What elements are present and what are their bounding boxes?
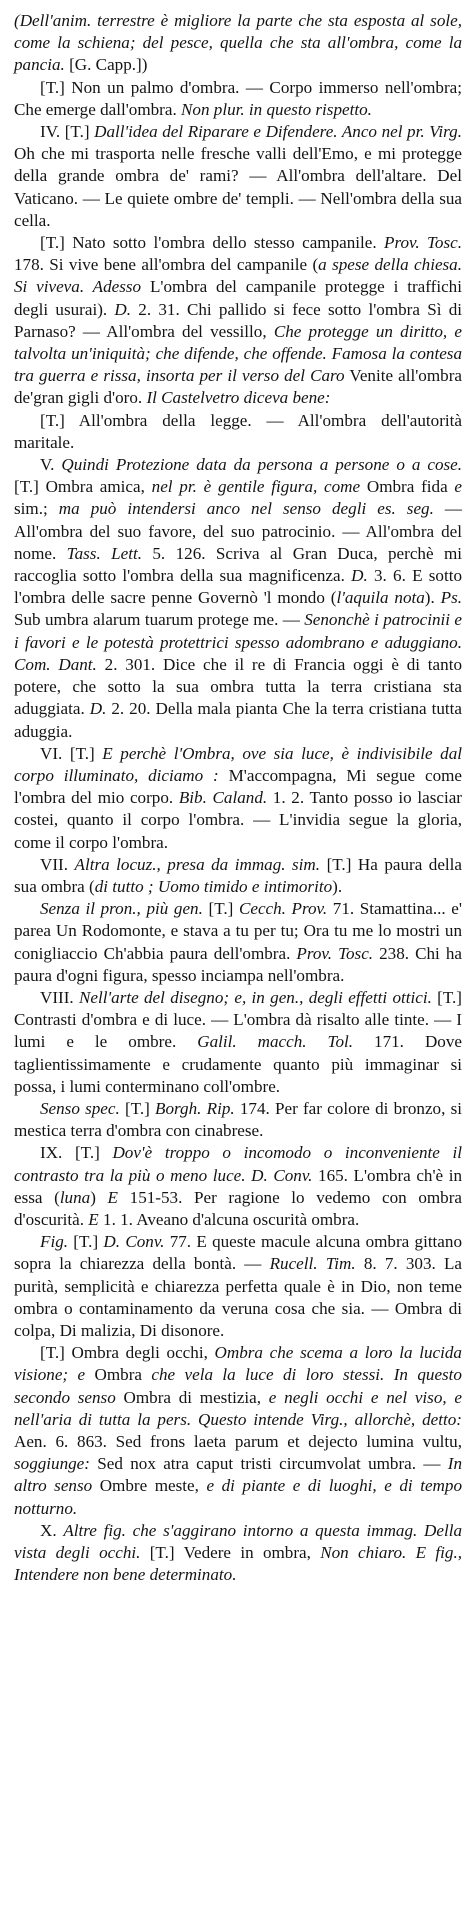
text-run: Tass. Lett.: [66, 543, 142, 563]
text-run: [G. Capp.]): [64, 55, 148, 75]
paragraph: [14, 77, 462, 121]
text-run: Ps.: [440, 588, 462, 608]
text-run: 238. Chi ha paura d'ogni figura, spesso inciampa nell'ombra.: [14, 943, 462, 985]
paragraph: [14, 987, 462, 1098]
text-run: 71. Stamattina... e' parea Un Rodomonte, e stava a tu per tu; Ora tu me lo mostri un conigliaccio Ch'abbia paura dell'ombra.: [14, 899, 462, 963]
text-run: 174. Per far colore di bronzo, si mestica terra d'ombra con cinabrese.: [14, 1098, 462, 1141]
text-run: [T.]: [68, 1232, 104, 1252]
text-run: [T.]: [202, 899, 239, 919]
text-run: Ombra: [85, 1365, 152, 1385]
paragraph: [14, 743, 462, 854]
text-run: Prov. Tosc.: [296, 943, 374, 963]
text-run: ).: [332, 876, 343, 896]
text-run: Bib. Caland.: [178, 788, 268, 808]
text-run: 178. Si vive bene all'ombra del campanile (: [14, 255, 319, 275]
text-run: Sed nox atra caput tristi circumvolat umbra. —: [89, 1454, 448, 1474]
text-run: Il Castelvetro diceva bene:: [146, 388, 331, 408]
text-run: Senonchè i patrocinii e i favori e le potestà protettrici spesso adombrano e aduggiano. Com. Dant.: [14, 610, 462, 674]
text-run: Dov'è troppo o incomodo o inconveniente il contrasto tra la più o meno luce. D. Conv.: [14, 1143, 462, 1185]
text-run: Altre fig. che s'aggirano intorno a questa immag. Della vista degli occhi.: [14, 1520, 462, 1563]
text-run: VII.: [40, 854, 75, 874]
text-run: Senso spec.: [40, 1098, 120, 1118]
text-run: Non plur. in questo rispetto.: [181, 99, 372, 119]
text-run: V.: [40, 455, 62, 475]
text-run: 165. L'ombra ch'è in essa (: [14, 1165, 463, 1207]
text-run: 171. Dove taglientissimamente e crudamente quanto più immaginar si possa, i lumi conterminano coll'ombre.: [14, 1032, 462, 1096]
text-run: Che protegge un diritto, e talvolta un'iniquità; che difende, che offende. Famosa la contesa tra guerra e rissa, insorta per il verso del Caro: [14, 321, 462, 386]
text-run: Ombra che scema a loro la lucida visione; e: [14, 1343, 462, 1385]
paragraph: [14, 121, 462, 232]
text-run: [T.]: [119, 1098, 156, 1118]
text-run: [T.] Vedere in ombra,: [140, 1543, 321, 1563]
text-run: e di piante e di luoghi, e di tempo notturno.: [14, 1476, 462, 1518]
text-run: VI. [T.]: [40, 743, 103, 763]
paragraph: [14, 410, 462, 454]
text-run: Sub umbra alarum tuarum protege me. —: [14, 610, 305, 630]
text-run: luna: [59, 1187, 91, 1207]
text-run: 2. 20. Della mala pianta Che la terra cristiana tutta aduggia.: [14, 699, 463, 741]
text-run: e: [454, 477, 463, 497]
text-run: Quindi Protezione data da persona a persone o a cose.: [61, 455, 463, 475]
text-run: [T.] All'ombra della legge. — All'ombra dell'autorità maritale.: [14, 410, 462, 452]
text-run: X.: [40, 1520, 64, 1540]
text-run: D. Conv.: [103, 1232, 165, 1252]
text-run: Rucell. Tim.: [269, 1254, 356, 1274]
text-run: VIII.: [40, 987, 80, 1007]
paragraph: [14, 898, 462, 987]
text-run: L'ombra del campanile protegge i traffichi degli usurai).: [14, 277, 462, 319]
text-run: [T.] Ombra amica,: [14, 477, 152, 497]
text-run: ).: [424, 588, 441, 608]
paragraph: [14, 1342, 462, 1520]
text-run: Altra locuz., presa da immag. sim.: [74, 854, 321, 874]
text-run: 2. 301. Dice che il re di Francia oggi è di tanto potere, che sotto la sua ombra tutta la terra cristiana sta aduggiata.: [14, 654, 462, 719]
text-run: Senza il pron., più gen.: [40, 899, 203, 919]
text-run: Aen. 6. 863. Sed frons laeta parum et dejecto lumina vultu,: [14, 1432, 462, 1451]
text-run: Prov. Tosc.: [384, 233, 462, 253]
text-run: [T.] Nato sotto l'ombra dello stesso campanile.: [40, 233, 385, 253]
text-run: Dall'idea del Riparare e Difendere. Anco nel pr. Virg.: [94, 122, 462, 142]
paragraph: [14, 454, 462, 743]
text-run: Ombre meste,: [92, 1476, 207, 1496]
paragraph: [14, 232, 462, 410]
text-run: Galil. macch. Tol.: [197, 1032, 354, 1052]
text-run: nel pr. è gentile figura, come: [151, 477, 361, 497]
text-run: 1. 2. Tanto posso io lasciar costei, quanto il corpo l'ombra. — L'invidia segue la gloria, come il corpo l'ombra.: [14, 788, 462, 852]
text-run: E: [88, 1209, 99, 1229]
paragraph: [14, 1520, 462, 1587]
text-run: IX. [T.]: [40, 1143, 113, 1163]
text-run: Non chiaro. E fig., Intendere non bene determinato.: [14, 1543, 462, 1585]
text-run: e negli occhi e nel viso, e nell'aria di tutta la pers. Questo intende Virg., allorchè, detto:: [14, 1387, 462, 1429]
paragraph: [14, 1142, 462, 1231]
text-run: 3. 6. E sotto l'ombra delle sacre penne Governò 'l mondo (: [14, 566, 463, 608]
text-run: ): [90, 1187, 108, 1207]
text-run: l'aquila nota: [336, 588, 425, 608]
text-run: D.: [89, 699, 107, 719]
text-run: E: [107, 1187, 118, 1207]
text-run: — All'ombra del suo favore, del suo patrocinio. — All'ombra del nome.: [14, 499, 462, 563]
text-run: Oh che mi trasporta nelle fresche valli dell'Emo, e mi protegge della grande ombra de' rami? — All'ombra dell'altare. Del Vaticano. — Le quiete ombre de' templi. — Nell'ombra della sua cella.: [14, 144, 462, 230]
text-run: 151-53. Per ragione lo vedemo con ombra d'oscurità.: [14, 1187, 462, 1229]
paragraph: [14, 10, 462, 77]
text-run: 5. 126. Scriva al Gran Duca, perchè mi raccoglia sotto l'ombra della sua magnificenza.: [14, 543, 463, 586]
text-run: IV. [T.]: [40, 122, 95, 142]
text-run: 1. 1. Aveano d'alcuna oscurità ombra.: [98, 1209, 360, 1229]
text-run: E perchè l'Ombra, ove sia luce, è indivisibile dal corpo illuminato, diciamo :: [14, 743, 462, 785]
text-run: 8. 7. 303. La purità, semplicità e chiarezza perfetta quale è in Dio, non teme ombra o contaminamento da veruna cosa che sia. — Ombra di colpa, Di malizia, Di disonore.: [14, 1254, 463, 1340]
text-run: [T.] Contrasti d'ombra e di luce. — L'ombra dà risalto alle tinte. — I lumi e le ombre.: [14, 987, 463, 1052]
paragraph: [14, 1098, 462, 1142]
text-run: Venite all'ombra de'gran gigli d'oro.: [14, 366, 462, 408]
text-run: sim.;: [14, 499, 59, 519]
text-run: che vela la luce di loro stessi. In questo secondo senso: [14, 1365, 462, 1407]
text-run: ma può intendersi anco nel senso degli es. seg.: [58, 499, 434, 519]
text-run: a spese della chiesa. Si viveva. Adesso: [14, 255, 463, 297]
text-run: [T.] Ha paura della sua ombra (: [14, 854, 463, 896]
text-run: (Dell'anim. terrestre è migliore la parte che sta esposta al sole, come la schiena; del pesce, quella che sta all'ombra, come la pancia.: [14, 11, 462, 75]
paragraph: [14, 854, 462, 898]
text-run: D.: [114, 299, 132, 319]
paragraph: [14, 1231, 462, 1342]
text-run: Fig.: [40, 1232, 69, 1252]
text-run: M'accompagna, Mi segue come l'ombra del mio corpo.: [14, 765, 463, 808]
text-run: Cecch. Prov.: [238, 899, 328, 919]
text-run: 2. 31. Chi pallido si fece sotto l'ombra Sì di Parnaso? — All'ombra del vessillo,: [14, 299, 463, 341]
text-run: di tutto ; Uomo timido e intimorito: [94, 876, 333, 896]
text-run: Ombra fida: [360, 477, 455, 497]
text-run: soggiunge:: [14, 1454, 90, 1474]
text-run: Nell'arte del disegno; e, in gen., degli effetti ottici.: [79, 987, 432, 1007]
text-run: In altro senso: [14, 1454, 462, 1496]
text-run: [T.] Ombra degli occhi,: [40, 1343, 215, 1363]
text-run: [T.] Non un palmo d'ombra. — Corpo immerso nell'ombra; Che emerge dall'ombra.: [14, 77, 462, 119]
text-run: Ombra di mestizia,: [115, 1387, 269, 1407]
text-run: D.: [351, 566, 368, 586]
text-run: Borgh. Rip.: [155, 1098, 235, 1118]
text-run: 77. E queste macule alcuna ombra gittano sopra la chiarezza della bontà. —: [14, 1232, 462, 1274]
